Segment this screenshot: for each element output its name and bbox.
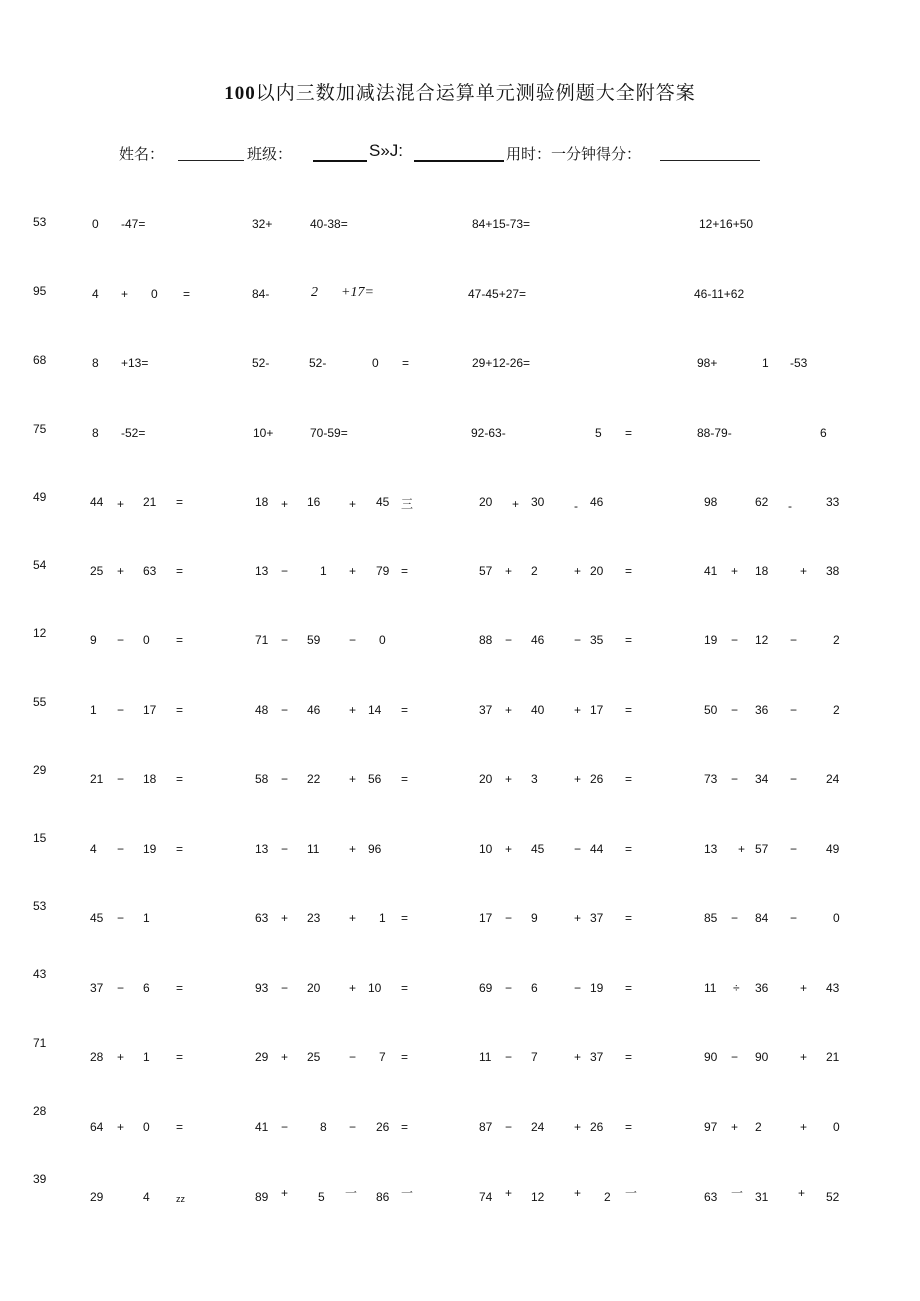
problem-token: +	[731, 1120, 739, 1134]
problem-token: 46-11+62	[694, 287, 745, 301]
problem-token: =	[176, 564, 184, 578]
problem-number: 20	[479, 772, 493, 786]
row-side-number: 12	[33, 626, 47, 640]
row-side-number: 95	[33, 284, 47, 298]
problem-number: 0	[143, 1120, 150, 1134]
problem-token: 40-38=	[310, 217, 348, 231]
problem-token: 三	[401, 497, 414, 511]
row-side-number: 68	[33, 353, 47, 367]
problem-number: 87	[479, 1120, 493, 1134]
row-side-number: 29	[33, 763, 47, 777]
problem-number: 45	[90, 911, 104, 925]
problem-number: 17	[143, 703, 157, 717]
problem-number: 43	[826, 981, 840, 995]
problem-number: 2	[755, 1120, 762, 1134]
problem-number: 57	[479, 564, 493, 578]
problem-number: 10	[479, 842, 493, 856]
problem-token: +	[349, 981, 357, 995]
problem-token: −	[505, 1050, 513, 1064]
problem-token: −	[505, 911, 513, 925]
problem-number: 6	[820, 426, 827, 440]
problem-number: 4	[143, 1190, 150, 1204]
problem-token: +	[281, 497, 289, 511]
problem-number: 34	[755, 772, 769, 786]
name-label: 姓名：	[119, 145, 165, 163]
problem-number: 19	[590, 981, 604, 995]
problem-number: 0	[379, 633, 386, 647]
problem-token: 52-	[309, 356, 327, 370]
problem-number: 6	[531, 981, 538, 995]
page-title	[0, 78, 920, 105]
problem-number: 1	[320, 564, 327, 578]
problem-token: −	[790, 911, 798, 925]
problem-number: 63	[704, 1190, 718, 1204]
row-side-number: 55	[33, 695, 47, 709]
problem-number: 4	[92, 287, 99, 301]
problem-number: 28	[90, 1050, 104, 1064]
problem-token: +	[574, 1050, 582, 1064]
problem-number: 90	[704, 1050, 718, 1064]
problem-number: 13	[255, 564, 269, 578]
problem-number: 13	[704, 842, 718, 856]
problem-number: 26	[376, 1120, 390, 1134]
problem-number: 37	[479, 703, 493, 717]
problem-token: +	[574, 1186, 582, 1200]
problem-token: −	[731, 911, 739, 925]
problem-number: 16	[307, 495, 321, 509]
problem-number: 41	[704, 564, 718, 578]
problem-number: 19	[704, 633, 718, 647]
problem-number: 2	[311, 285, 318, 300]
problem-token: +	[349, 703, 357, 717]
problem-token: +	[117, 1120, 125, 1134]
problem-number: 12	[531, 1190, 545, 1204]
problem-token: 一	[625, 1186, 638, 1200]
row-side-number: 49	[33, 490, 47, 504]
problem-token: +	[505, 564, 513, 578]
problem-token: =	[401, 564, 409, 578]
problem-token: =	[625, 426, 633, 440]
problem-number: 46	[531, 633, 545, 647]
problem-token: =	[625, 564, 633, 578]
row-side-number: 75	[33, 422, 47, 436]
problem-number: 10	[368, 981, 382, 995]
problem-token: −	[349, 633, 357, 647]
problem-token: +13=	[121, 356, 149, 370]
problem-number: 4	[90, 842, 97, 856]
problem-number: 74	[479, 1190, 493, 1204]
problem-token: +	[349, 842, 357, 856]
problem-number: 5	[595, 426, 602, 440]
problem-token: +	[281, 911, 289, 925]
mid-text: S»J:	[369, 141, 404, 160]
problem-token: -	[574, 499, 578, 513]
problem-token: 84+15-73=	[472, 217, 531, 231]
problem-number: 46	[307, 703, 321, 717]
row-side-number: 15	[33, 831, 47, 845]
problem-number: 1	[379, 911, 386, 925]
problem-number: 25	[90, 564, 104, 578]
problem-token: =	[625, 1050, 633, 1064]
problem-number: 8	[320, 1120, 327, 1134]
problem-number: 5	[318, 1190, 325, 1204]
problem-number: 25	[307, 1050, 321, 1064]
problem-token: −	[117, 772, 125, 786]
problem-number: 85	[704, 911, 718, 925]
problem-token: 70-59=	[310, 426, 348, 440]
problem-token: =	[401, 772, 409, 786]
row-side-number: 53	[33, 899, 47, 913]
problem-token: =	[176, 842, 184, 856]
problem-token: =	[401, 703, 409, 717]
problem-number: 63	[255, 911, 269, 925]
problem-token: 32+	[252, 217, 273, 231]
problem-token: −	[281, 564, 289, 578]
problem-token: 29+12-26=	[472, 356, 531, 370]
problem-token: 12+16+50	[699, 217, 754, 231]
problem-token: −	[281, 1120, 289, 1134]
problem-token: −	[505, 1120, 513, 1134]
problem-token: =	[176, 633, 184, 647]
problem-token: −	[731, 772, 739, 786]
problem-token: +	[505, 703, 513, 717]
title-text: 以内三数加减法混合运算单元测验例题大全附答案	[255, 82, 696, 104]
row-side-number: 71	[33, 1036, 47, 1050]
problem-number: 11	[704, 981, 717, 995]
problem-token: =	[176, 1120, 184, 1134]
problem-number: 79	[376, 564, 390, 578]
problem-number: 8	[92, 356, 99, 370]
problem-token: +	[117, 1050, 125, 1064]
problem-token: +	[505, 772, 513, 786]
problem-number: 71	[255, 633, 269, 647]
problem-token: −	[281, 842, 289, 856]
problem-number: 23	[307, 911, 321, 925]
problem-number: 29	[90, 1190, 104, 1204]
problem-token: +	[574, 772, 582, 786]
problem-token: =	[401, 911, 409, 925]
problem-number: 96	[368, 842, 382, 856]
problem-number: 64	[90, 1120, 104, 1134]
number-field[interactable]	[414, 160, 504, 162]
problem-number: 2	[833, 633, 840, 647]
problem-token: +	[117, 564, 125, 578]
problem-number: 88	[479, 633, 493, 647]
problem-number: 24	[531, 1120, 545, 1134]
problem-number: 17	[590, 703, 604, 717]
problem-number: 0	[92, 217, 99, 231]
problem-token: +	[349, 497, 357, 511]
problem-number: 41	[255, 1120, 269, 1134]
problem-number: 1	[143, 911, 150, 925]
row-side-number: 53	[33, 215, 47, 229]
problem-token: −	[117, 633, 125, 647]
problem-token: +	[574, 1120, 582, 1134]
problem-token: +	[738, 842, 746, 856]
problem-number: 17	[479, 911, 493, 925]
problem-token: −	[574, 981, 582, 995]
problem-token: =	[625, 981, 633, 995]
problem-token: -52=	[121, 426, 146, 440]
problem-token: −	[117, 911, 125, 925]
problem-token: −	[117, 842, 125, 856]
problem-number: 7	[531, 1050, 538, 1064]
problem-number: 56	[368, 772, 382, 786]
problem-number: 50	[704, 703, 718, 717]
name-field[interactable]	[178, 160, 244, 161]
problem-number: 2	[531, 564, 538, 578]
problem-token: 92-63-	[471, 426, 506, 440]
problem-number: 0	[151, 287, 158, 301]
problem-token: =	[401, 1050, 409, 1064]
problem-number: 21	[143, 495, 157, 509]
problem-token: +	[121, 287, 129, 301]
class-label: 班级：	[247, 145, 293, 163]
problem-token: +	[800, 1050, 808, 1064]
problem-number: 11	[479, 1050, 492, 1064]
problem-token: −	[117, 703, 125, 717]
problem-number: 46	[590, 495, 604, 509]
problem-token: +	[574, 564, 582, 578]
problem-number: 21	[826, 1050, 840, 1064]
problem-token: +	[512, 497, 520, 511]
problem-number: 48	[255, 703, 269, 717]
problem-token: =	[176, 703, 184, 717]
problem-token: =	[625, 633, 633, 647]
problem-number: 37	[590, 911, 604, 925]
problem-token: −	[790, 842, 798, 856]
row-side-number: 54	[33, 558, 47, 572]
row-side-number: 28	[33, 1104, 47, 1118]
problem-token: +	[505, 1186, 513, 1200]
problem-token: ÷	[733, 981, 740, 995]
problem-token: -53	[790, 356, 808, 370]
problem-token: −	[281, 633, 289, 647]
problem-token: −	[574, 633, 582, 647]
problem-token: =	[625, 1120, 633, 1134]
problem-token: +	[800, 981, 808, 995]
problem-number: 20	[307, 981, 321, 995]
problem-number: 13	[255, 842, 269, 856]
problem-number: 1	[90, 703, 97, 717]
problem-number: 1	[762, 356, 769, 370]
problem-number: 98	[704, 495, 718, 509]
problem-token: +	[349, 772, 357, 786]
problem-number: 24	[826, 772, 840, 786]
problem-token: −	[349, 1120, 357, 1134]
problem-token: −	[505, 633, 513, 647]
problem-token: =	[402, 356, 410, 370]
problem-token: zz	[176, 1194, 185, 1204]
problem-token: −	[505, 981, 513, 995]
problem-number: 12	[755, 633, 769, 647]
problem-number: 2	[833, 703, 840, 717]
problem-token: 一	[731, 1186, 744, 1200]
problem-number: 31	[755, 1190, 769, 1204]
problem-number: 20	[479, 495, 493, 509]
problem-token: =	[625, 772, 633, 786]
problem-number: 45	[531, 842, 545, 856]
problem-token: +	[800, 564, 808, 578]
problem-token: +	[505, 842, 513, 856]
problem-token: -47=	[121, 217, 146, 231]
problem-token: +	[800, 1120, 808, 1134]
problem-number: 19	[143, 842, 157, 856]
row-side-number: 43	[33, 967, 47, 981]
problem-token: +	[574, 703, 582, 717]
problem-token: 一	[345, 1186, 358, 1200]
problem-token: +	[281, 1050, 289, 1064]
problem-number: 36	[755, 703, 769, 717]
problem-number: 44	[90, 495, 104, 509]
problem-number: 18	[755, 564, 769, 578]
problem-token: 84-	[252, 287, 270, 301]
problem-token: 10+	[253, 426, 274, 440]
problem-token: +	[349, 911, 357, 925]
problem-token: +	[117, 497, 125, 511]
problem-number: 57	[755, 842, 769, 856]
problem-number: 63	[143, 564, 157, 578]
problem-token: −	[117, 981, 125, 995]
problem-number: 9	[90, 633, 97, 647]
problem-number: 0	[372, 356, 379, 370]
problem-number: 22	[307, 772, 321, 786]
problem-token: +	[798, 1186, 806, 1200]
problem-number: 86	[376, 1190, 390, 1204]
problem-number: 93	[255, 981, 269, 995]
problem-number: 0	[143, 633, 150, 647]
problem-token: −	[731, 703, 739, 717]
problem-token: −	[281, 772, 289, 786]
problem-token: +	[731, 564, 739, 578]
problem-number: 52	[826, 1190, 840, 1204]
problem-number: 30	[531, 495, 545, 509]
problem-number: 38	[826, 564, 840, 578]
problem-number: 18	[255, 495, 269, 509]
problem-number: 97	[704, 1120, 718, 1134]
class-field[interactable]	[313, 160, 367, 162]
problem-token: +	[281, 1186, 289, 1200]
problem-number: 26	[590, 1120, 604, 1134]
row-side-number: 39	[33, 1172, 47, 1186]
problem-token: −	[281, 703, 289, 717]
problem-number: 6	[143, 981, 150, 995]
problem-token: −	[281, 981, 289, 995]
problem-token: −	[790, 633, 798, 647]
problem-token: =	[176, 981, 184, 995]
problem-number: 26	[590, 772, 604, 786]
problem-number: 18	[143, 772, 157, 786]
problem-number: 84	[755, 911, 769, 925]
problem-token: +17=	[341, 285, 374, 300]
problem-number: 59	[307, 633, 321, 647]
problem-number: 7	[379, 1050, 386, 1064]
problem-token: 88-79-	[697, 426, 732, 440]
problem-number: 9	[531, 911, 538, 925]
problem-number: 69	[479, 981, 493, 995]
problem-number: 36	[755, 981, 769, 995]
score-field[interactable]	[660, 160, 760, 161]
problem-number: 45	[376, 495, 390, 509]
problem-token: −	[731, 1050, 739, 1064]
problem-token: +	[574, 911, 582, 925]
problem-number: 58	[255, 772, 269, 786]
problem-number: 2	[604, 1190, 611, 1204]
problem-number: 21	[90, 772, 104, 786]
problem-number: 8	[92, 426, 99, 440]
problem-token: 47-45+27=	[468, 287, 527, 301]
problem-token: 98+	[697, 356, 718, 370]
problem-number: 20	[590, 564, 604, 578]
problem-number: 14	[368, 703, 382, 717]
problem-number: 49	[826, 842, 840, 856]
problem-number: 90	[755, 1050, 769, 1064]
problem-token: =	[176, 1050, 184, 1064]
problem-number: 89	[255, 1190, 269, 1204]
problem-token: =	[625, 842, 633, 856]
problem-number: 1	[143, 1050, 150, 1064]
problem-token: −	[349, 1050, 357, 1064]
problem-token: −	[790, 703, 798, 717]
time-score-label: 用时：一分钟得分：	[506, 145, 642, 163]
problem-token: =	[183, 287, 191, 301]
problem-token: =	[401, 1120, 409, 1134]
problem-number: 11	[307, 842, 320, 856]
title-number: 100	[224, 83, 256, 104]
problem-token: =	[401, 981, 409, 995]
problem-number: 0	[833, 911, 840, 925]
problem-number: 3	[531, 772, 538, 786]
problem-number: 0	[833, 1120, 840, 1134]
problem-token: −	[790, 772, 798, 786]
problem-token: =	[625, 911, 633, 925]
problem-token: =	[176, 495, 184, 509]
problem-token: -	[788, 499, 792, 513]
problem-number: 40	[531, 703, 545, 717]
problem-number: 29	[255, 1050, 269, 1064]
problem-number: 35	[590, 633, 604, 647]
problem-number: 44	[590, 842, 604, 856]
problem-number: 33	[826, 495, 840, 509]
problem-number: 62	[755, 495, 769, 509]
problem-token: 一	[401, 1186, 414, 1200]
problem-token: =	[625, 703, 633, 717]
problem-number: 37	[590, 1050, 604, 1064]
problem-token: 52-	[252, 356, 270, 370]
problem-token: −	[731, 633, 739, 647]
problem-token: +	[349, 564, 357, 578]
problem-number: 73	[704, 772, 718, 786]
problem-number: 37	[90, 981, 104, 995]
problem-token: −	[574, 842, 582, 856]
problem-token: =	[176, 772, 184, 786]
